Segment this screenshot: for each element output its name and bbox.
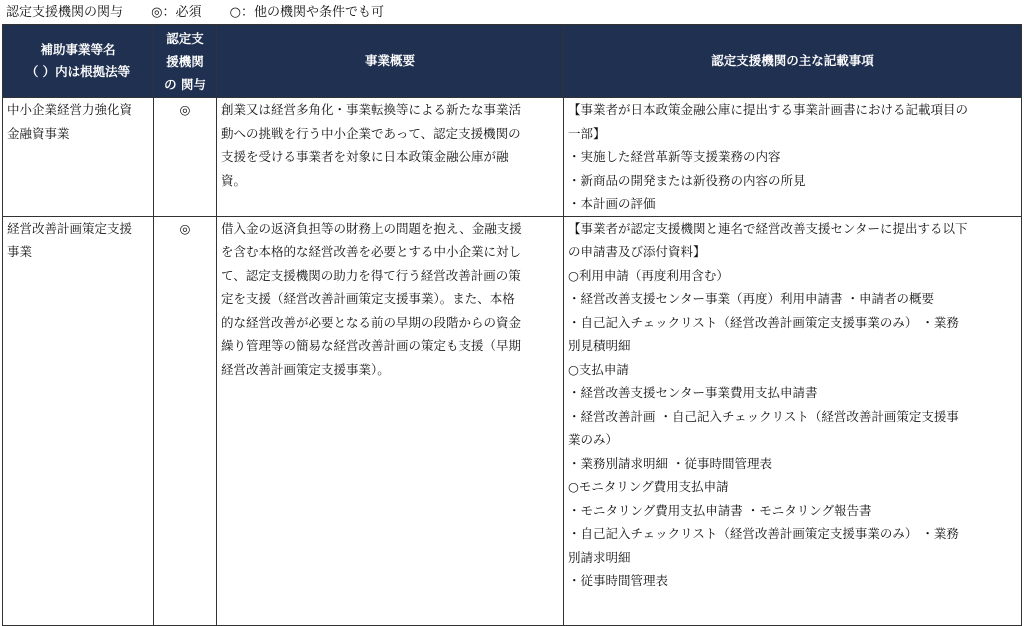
detail-line: 別見積明細 xyxy=(568,338,631,353)
detail-line: ・本計画の評価 xyxy=(568,196,656,211)
detail-line: ・経営改善支援センター事業費用支払申請書 xyxy=(568,385,818,400)
legend-title: 認定支援機関の関与 xyxy=(6,5,124,20)
header-details: 認定支援機関の主な記載事項 xyxy=(564,25,1022,98)
header-row xyxy=(3,25,1022,98)
summary-line: 動への挑戦を行う中小企業であって、認定支援機関の xyxy=(221,125,521,141)
detail-line: ・自己記入チェックリスト（経営改善計画策定支援事業のみ） ・業務 xyxy=(568,526,959,541)
detail-line: ・自己記入チェックリスト（経営改善計画策定支援事業のみ） ・業務 xyxy=(568,314,959,330)
detail-line: 一部】 xyxy=(568,125,606,141)
detail-line: ・モニタリング費用支払申請書 ・モニタリング報告書 xyxy=(568,502,872,518)
program-name-cell xyxy=(3,98,154,217)
program-name-line: 経営改善計画策定支援 xyxy=(7,220,133,236)
summary-line: 借入金の返済負担等の財務上の問題を抱え、金融支援 xyxy=(221,220,522,236)
detail-line: 【事業者が認定支援機関と連名で経営改善支援センターに提出する以下 xyxy=(568,220,968,236)
relation-mark: ◎ xyxy=(154,98,217,217)
legend-required: ◎：必須 xyxy=(151,5,202,20)
header-relation-line: 認定支 xyxy=(166,30,204,46)
program-name-cell xyxy=(3,216,154,625)
summary-line: 支援を受ける事業者を対象に日本政策金融公庫が融 xyxy=(221,149,509,164)
summary-line: 創業又は経営多角化・事業転換等による新たな事業活 xyxy=(221,102,522,117)
summary-line: 的な経営改善が必要となる前の早期の段階からの資金 xyxy=(221,314,522,330)
header-program-name xyxy=(3,25,154,98)
table-row xyxy=(3,216,1022,625)
program-name-line: 中小企業経営力強化資 xyxy=(7,102,133,117)
header-name-line: 補助事業等名 xyxy=(40,42,116,57)
details-cell xyxy=(564,216,1022,625)
header-name-line: （ ）内は根拠法等 xyxy=(25,64,131,79)
summary-line: 資。 xyxy=(221,172,247,188)
details-cell xyxy=(564,98,1022,217)
summary-line: 定を支援（経営改善計画策定支援事業）。また、本格 xyxy=(221,291,515,306)
summary-line: て、認定支援機関の助力を得て行う経営改善計画の策 xyxy=(221,267,521,283)
detail-line: ・従事時間管理表 xyxy=(568,573,669,588)
summary-line: を含む本格的な経営改善を必要とする中小企業に対し xyxy=(221,244,522,259)
program-name-line: 金融資事業 xyxy=(7,125,70,141)
summary-line: 繰り管理等の簡易な経営改善計画の策定も支援（早期 xyxy=(221,338,522,353)
detail-line: 別請求明細 xyxy=(568,549,631,565)
summary-line: 経営改善計画策定支援事業）。 xyxy=(221,361,390,377)
program-name-line: 事業 xyxy=(7,244,33,259)
summary-cell xyxy=(217,216,564,625)
summary-cell xyxy=(217,98,564,217)
relation-mark: ◎ xyxy=(154,216,217,625)
detail-line: の申請書及び添付資料】 xyxy=(568,244,706,259)
table-row xyxy=(3,98,1022,217)
detail-line: ・新商品の開発または新役務の内容の所見 xyxy=(568,172,806,188)
legend-optional: ○：他の機関や条件でも可 xyxy=(229,5,384,20)
detail-line: ・業務別請求明細 ・従事時間管理表 xyxy=(568,455,772,471)
support-program-table xyxy=(2,24,1022,626)
detail-line: ○モニタリング費用支払申請 xyxy=(568,479,729,494)
header-relation xyxy=(154,25,217,98)
detail-line: 【事業者が日本政策金融公庫に提出する事業計画書における記載項目の xyxy=(568,102,969,117)
detail-line: 業のみ） xyxy=(568,432,619,447)
header-relation-line: の 関与 xyxy=(164,76,206,92)
header-summary: 事業概要 xyxy=(217,25,564,98)
detail-line: ・経営改善支援センター事業（再度）利用申請書 ・申請者の概要 xyxy=(568,291,934,306)
detail-line: ・実施した経営革新等支援業務の内容 xyxy=(568,149,781,164)
header-relation-line: 援機関 xyxy=(166,53,204,69)
legend-bar xyxy=(6,2,408,24)
detail-line: ○支払申請 xyxy=(568,361,629,377)
detail-line: ○利用申請（再度利用含む） xyxy=(568,267,729,283)
detail-line: ・経営改善計画 ・自己記入チェックリスト（経営改善計画策定支援事 xyxy=(568,408,959,424)
